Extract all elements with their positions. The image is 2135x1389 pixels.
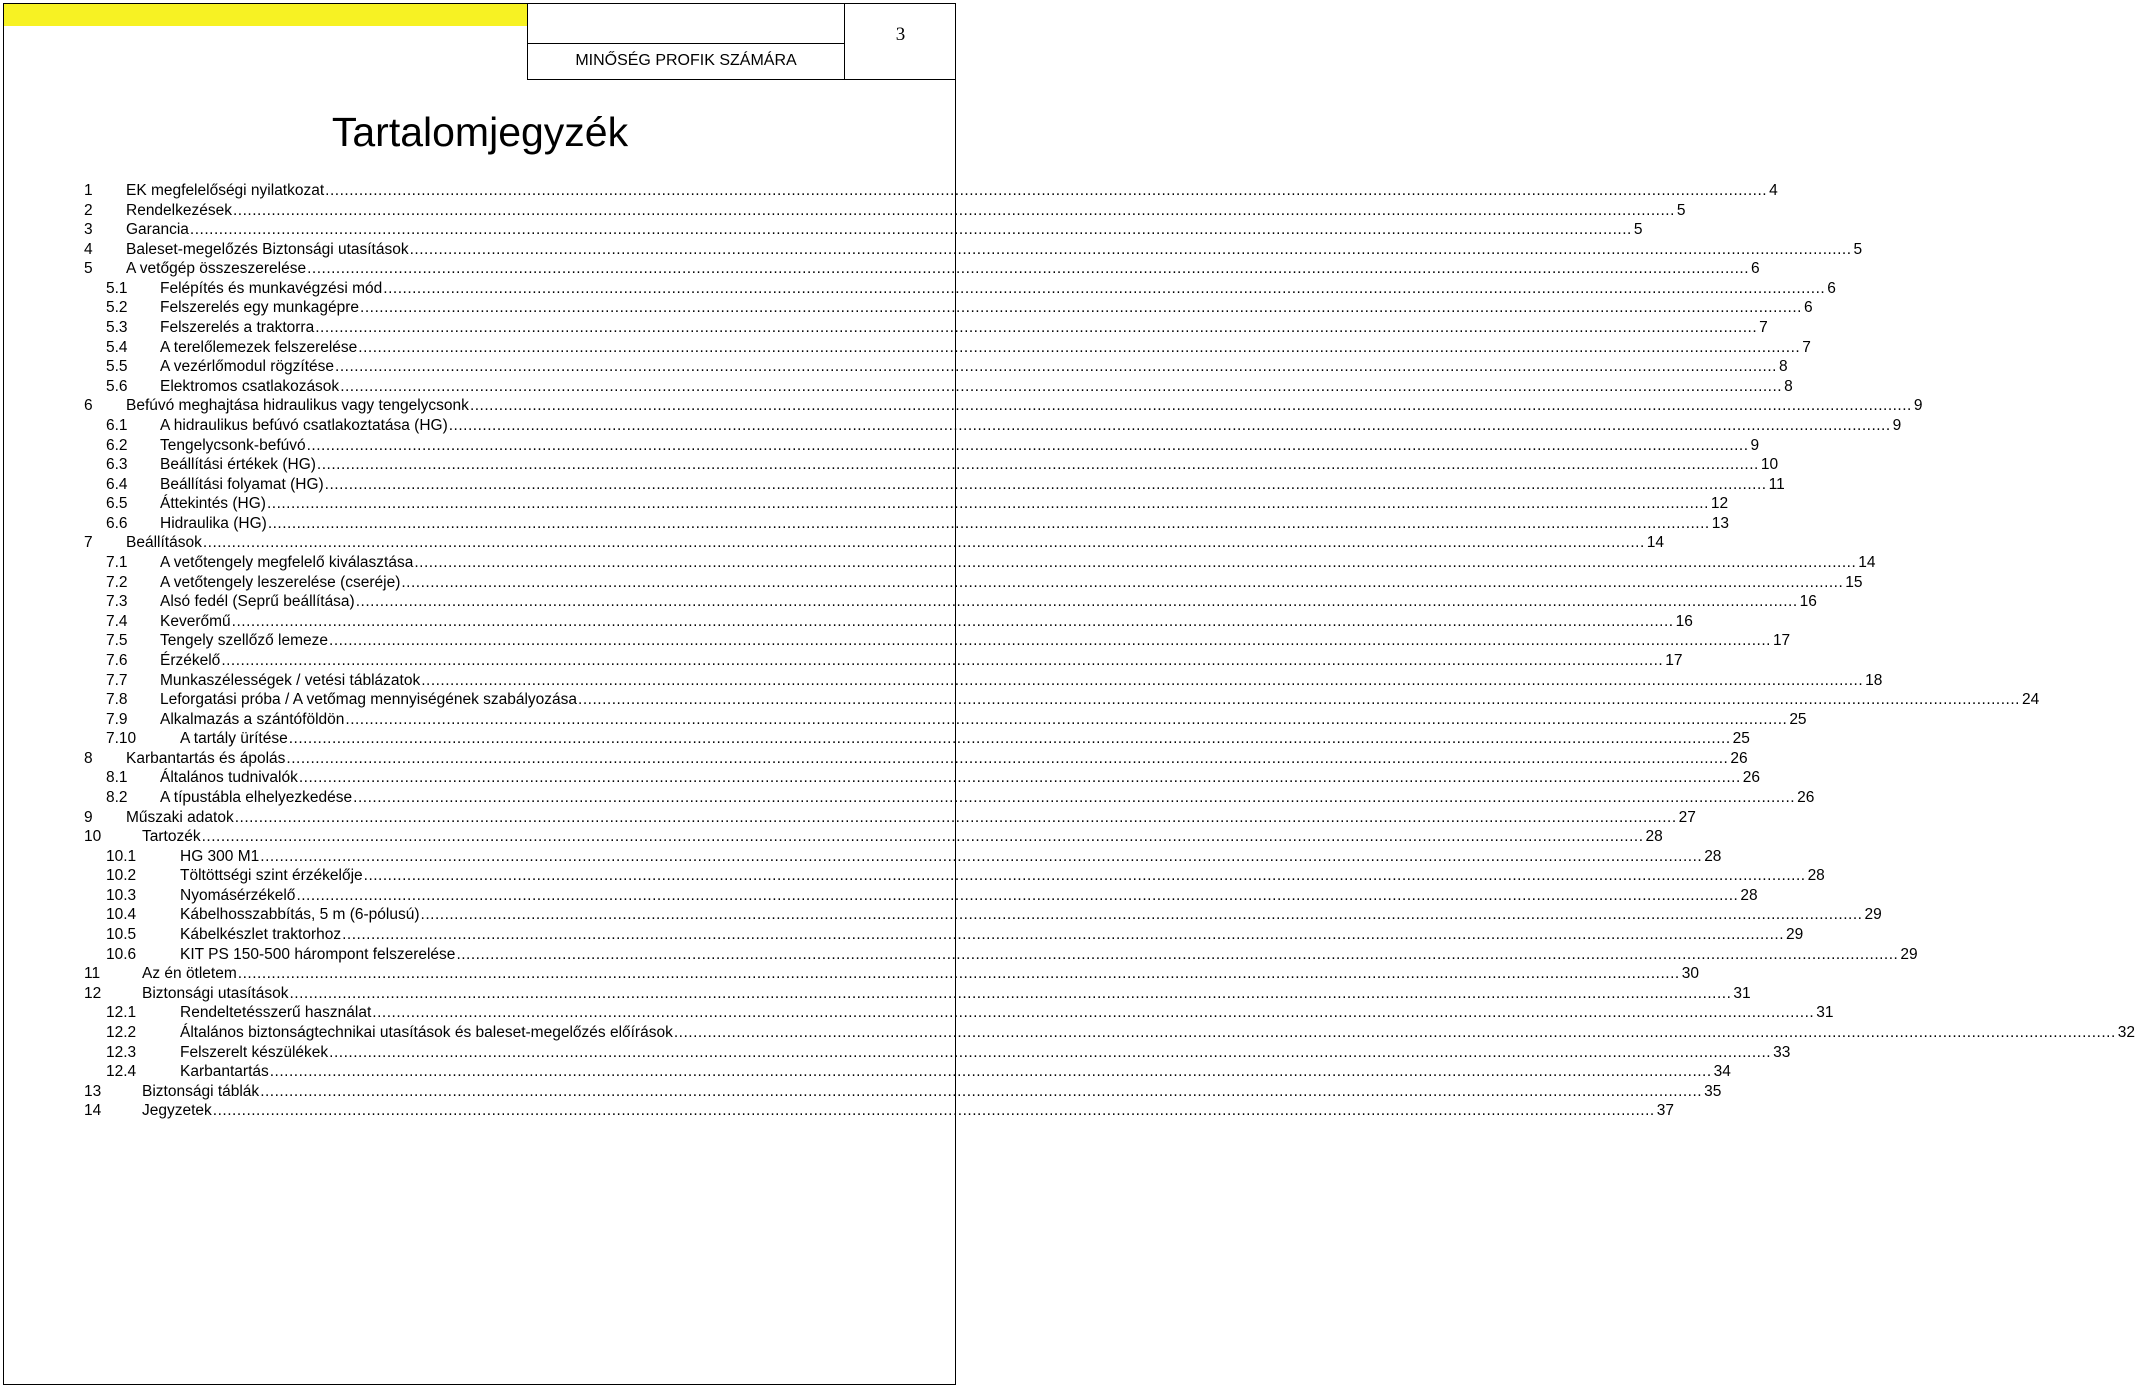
toc-entry[interactable] — [0, 749, 1748, 769]
toc-dot-leader: ............................................................................................................................................................................................................................................................................................................ — [315, 319, 1758, 337]
toc-entry-page: 25 — [1732, 730, 1750, 748]
toc-entry[interactable] — [0, 1101, 1674, 1121]
toc-entry-number: 7.3 — [106, 593, 128, 611]
toc-entry-page: 6 — [1751, 260, 1760, 278]
toc-entry[interactable] — [0, 886, 1758, 906]
toc-entry-number: 13 — [84, 1082, 102, 1100]
toc-entry[interactable] — [0, 240, 1863, 260]
toc-entry[interactable] — [0, 847, 1722, 867]
toc-entry-number: 10.2 — [106, 867, 137, 885]
toc-entry-number: 7.2 — [106, 573, 128, 591]
toc-entry[interactable] — [0, 1003, 1834, 1023]
toc-dot-leader: ............................................................................................................................................................................................................................................................................................................ — [232, 201, 1675, 219]
toc-entry[interactable] — [0, 357, 1788, 377]
toc-entry-number: 7.1 — [106, 554, 128, 572]
toc-dot-leader: ............................................................................................................................................................................................................................................................................................................ — [237, 965, 1680, 983]
toc-entry[interactable] — [0, 514, 1729, 534]
toc-entry[interactable] — [0, 964, 1699, 984]
toc-entry-title: A vezérlőmodul rögzítése — [160, 358, 335, 376]
toc-entry-number: 6.6 — [106, 514, 128, 532]
toc-dot-leader: ............................................................................................................................................................................................................................................................................................................ — [342, 926, 1785, 944]
toc-entry-number: 3 — [84, 221, 93, 239]
toc-entry-page: 35 — [1704, 1082, 1722, 1100]
toc-entry-number: 7.8 — [106, 691, 128, 709]
toc-entry-page: 28 — [1807, 867, 1825, 885]
toc-entry-number: 12.3 — [106, 1043, 137, 1061]
toc-dot-leader: ............................................................................................................................................................................................................................................................................................................ — [673, 1023, 2116, 1041]
toc-dot-leader: ............................................................................................................................................................................................................................................................................................................ — [306, 436, 1749, 454]
toc-entry-title: Felszerelt készülékek — [180, 1043, 329, 1061]
toc-dot-leader: ............................................................................................................................................................................................................................................................................................................ — [469, 397, 1912, 415]
toc-entry-page: 26 — [1797, 788, 1815, 806]
toc-dot-leader: ............................................................................................................................................................................................................................................................................................................ — [260, 1082, 1703, 1100]
toc-entry-title: Biztonsági táblák — [142, 1082, 260, 1100]
toc-dot-leader: ............................................................................................................................................................................................................................................................................................................ — [286, 749, 1729, 767]
toc-entry[interactable] — [0, 494, 1729, 514]
toc-dot-leader: ............................................................................................................................................................................................................................................................................................................ — [296, 886, 1739, 904]
toc-entry-title: Tengelycsonk-befúvó — [160, 436, 306, 454]
toc-entry-title: Beállítási folyamat (HG) — [160, 475, 324, 493]
toc-entry-page: 6 — [1827, 279, 1836, 297]
toc-entry-title: Keverőmű — [160, 612, 231, 630]
toc-entry[interactable] — [0, 1082, 1722, 1102]
toc-entry-page: 25 — [1789, 710, 1807, 728]
toc-entry-number: 6.3 — [106, 456, 128, 474]
toc-entry-page: 17 — [1772, 632, 1791, 650]
toc-dot-leader: ............................................................................................................................................................................................................................................................................................................ — [578, 691, 2020, 709]
toc-entry-title: Biztonsági utasítások — [142, 984, 289, 1002]
toc-entry-number: 10.1 — [106, 847, 137, 865]
toc-entry-title: Kábelhosszabbítás, 5 m (6-pólusú) — [180, 906, 420, 924]
toc-entry-number: 11 — [84, 965, 101, 983]
toc-entry[interactable] — [0, 651, 1683, 671]
toc-dot-leader: ............................................................................................................................................................................................................................................................................................................ — [221, 651, 1664, 669]
toc-entry-page: 7 — [1802, 338, 1811, 356]
toc-entry-number: 2 — [84, 201, 93, 219]
toc-entry[interactable] — [0, 436, 1760, 456]
toc-entry-title: Karbantartás — [180, 1063, 269, 1081]
toc-dot-leader: ............................................................................................................................................................................................................................................................................................................ — [340, 377, 1783, 395]
toc-entry-title: Érzékelő — [160, 651, 221, 669]
toc-entry[interactable] — [0, 338, 1811, 358]
toc-entry-page: 16 — [1799, 593, 1817, 611]
toc-entry-page: 9 — [1892, 416, 1902, 434]
toc-entry[interactable] — [0, 945, 1918, 965]
toc-dot-leader: ............................................................................................................................................................................................................................................................................................................ — [212, 1102, 1655, 1120]
toc-entry-title: Beállítások — [126, 534, 202, 552]
toc-entry-page: 31 — [1733, 984, 1751, 1002]
toc-dot-leader: ............................................................................................................................................................................................................................................................................................................ — [355, 593, 1798, 611]
toc-dot-leader: ............................................................................................................................................................................................................................................................................................................ — [201, 828, 1644, 846]
toc-entry-page: 28 — [1645, 828, 1663, 846]
toc-entry-title: Nyomásérzékelő — [180, 886, 296, 904]
toc-dot-leader: ............................................................................................................................................................................................................................................................................................................ — [409, 240, 1852, 258]
toc-entry[interactable] — [0, 573, 1863, 593]
toc-dot-leader: ............................................................................................................................................................................................................................................................................................................ — [307, 260, 1750, 278]
toc-entry-page: 18 — [1865, 671, 1883, 689]
toc-entry-number: 12.4 — [106, 1063, 137, 1081]
toc-entry[interactable] — [0, 279, 1836, 299]
toc-dot-leader: ............................................................................................................................................................................................................................................................................................................ — [420, 906, 1863, 924]
toc-entry-number: 10 — [84, 828, 102, 846]
toc-dot-leader: ............................................................................................................................................................................................................................................................................................................ — [345, 710, 1788, 728]
toc-dot-leader: ............................................................................................................................................................................................................................................................................................................ — [335, 358, 1777, 376]
toc-entry-title: A típustábla elhelyezkedése — [160, 788, 353, 806]
toc-entry[interactable] — [0, 866, 1825, 886]
toc-entry-title: A vetőtengely leszerelése (cseréje) — [160, 573, 401, 591]
toc-entry-title: Töltöttségi szint érzékelője — [180, 867, 363, 885]
toc-entry-number: 10.4 — [106, 906, 137, 924]
toc-entry-title: HG 300 M1 — [180, 847, 260, 865]
toc-dot-leader: ............................................................................................................................................................................................................................................................................................................ — [383, 279, 1826, 297]
toc-entry-title: Karbantartás és ápolás — [126, 749, 286, 767]
toc-entry-title: Alkalmazás a szántóföldön — [160, 710, 345, 728]
toc-entry-number: 8 — [84, 749, 93, 767]
toc-entry-page: 17 — [1665, 651, 1683, 669]
toc-entry-page: 11 — [1768, 475, 1785, 493]
toc-entry-number: 6.1 — [106, 416, 128, 434]
toc-entry[interactable] — [0, 710, 1807, 730]
toc-entry[interactable] — [0, 690, 2040, 710]
toc-entry[interactable] — [0, 1062, 1731, 1082]
toc-entry-number: 5.2 — [106, 299, 128, 317]
toc-entry-page: 29 — [1900, 945, 1918, 963]
toc-entry[interactable] — [0, 1043, 1791, 1063]
toc-entry[interactable] — [0, 377, 1793, 397]
toc-entry-page: 7 — [1759, 319, 1768, 337]
toc-entry-page: 24 — [2021, 691, 2040, 709]
toc-entry-title: Felépítés és munkavégzési mód — [160, 279, 383, 297]
toc-entry-page: 37 — [1656, 1102, 1674, 1120]
toc-entry-page: 13 — [1711, 514, 1729, 532]
toc-entry-title: Befúvó meghajtása hidraulikus vagy tengelycsonk — [126, 397, 469, 415]
toc-dot-leader: ............................................................................................................................................................................................................................................................................................................ — [298, 769, 1741, 787]
toc-entry-title: Tengely szellőző lemeze — [160, 632, 329, 650]
toc-entry-page: 29 — [1864, 906, 1882, 924]
toc-entry-title: Alsó fedél (Seprű beállítása) — [160, 593, 355, 611]
toc-entry-number: 12.1 — [106, 1004, 137, 1022]
toc-entry-page: 9 — [1750, 436, 1760, 454]
toc-entry-title: KIT PS 150-500 hárompont felszerelése — [180, 945, 456, 963]
toc-entry-title: A vetőgép összeszerelése — [126, 260, 307, 278]
toc-entry-number: 7.6 — [106, 651, 128, 669]
toc-entry[interactable] — [0, 318, 1768, 338]
toc-entry-title: Garancia — [126, 221, 189, 239]
toc-entry-page: 9 — [1913, 397, 1923, 415]
toc-entry-number: 6.5 — [106, 495, 128, 513]
toc-entry[interactable] — [0, 396, 1923, 416]
toc-entry-number: 6 — [84, 397, 93, 415]
toc-entry-number: 4 — [84, 240, 93, 258]
toc-entry-title: Kábelkészlet traktorhoz — [180, 926, 342, 944]
toc-entry-number: 7.7 — [106, 671, 128, 689]
toc-entry-page: 32 — [2117, 1023, 2135, 1041]
toc-entry-page: 29 — [1786, 926, 1804, 944]
toc-entry-title: Felszerelés a traktorra — [160, 319, 315, 337]
toc-dot-leader: ............................................................................................................................................................................................................................................................................................................ — [448, 416, 1891, 434]
toc-dot-leader: ............................................................................................................................................................................................................................................................................................................ — [329, 1043, 1772, 1061]
toc-dot-leader: ............................................................................................................................................................................................................................................................................................................ — [421, 671, 1864, 689]
toc-entry-number: 5.1 — [106, 279, 128, 297]
toc-entry-number: 9 — [84, 808, 93, 826]
toc-entry-page: 28 — [1740, 886, 1758, 904]
toc-entry-page: 30 — [1681, 965, 1699, 983]
toc-entry-page: 14 — [1858, 554, 1876, 572]
toc-dot-leader: ............................................................................................................................................................................................................................................................................................................ — [267, 514, 1710, 532]
toc-entry-number: 5.5 — [106, 358, 128, 376]
toc-entry[interactable] — [0, 220, 1643, 240]
toc-entry-page: 16 — [1675, 612, 1693, 630]
toc-entry-page: 10 — [1760, 456, 1779, 474]
running-title: MINŐSÉG PROFIK SZÁMÁRA — [575, 52, 797, 69]
toc-dot-leader: ............................................................................................................................................................................................................................................................................................................ — [324, 475, 1767, 493]
toc-entry-page: 27 — [1678, 808, 1696, 826]
toc-dot-leader: ............................................................................................................................................................................................................................................................................................................ — [372, 1004, 1815, 1022]
toc-entry-title: Műszaki adatok — [126, 808, 234, 826]
toc-entry[interactable] — [0, 768, 1761, 788]
toc-entry-page: 33 — [1773, 1043, 1791, 1061]
toc-entry-page: 5 — [1853, 240, 1863, 258]
toc-dot-leader: ............................................................................................................................................................................................................................................................................................................ — [358, 338, 1801, 356]
toc-dot-leader: ............................................................................................................................................................................................................................................................................................................ — [189, 221, 1632, 239]
toc-entry-page: 8 — [1778, 358, 1788, 376]
toc-entry-title: Baleset-megelőzés Biztonsági utasítások — [126, 240, 409, 258]
toc-entry-title: Elektromos csatlakozások — [160, 377, 340, 395]
toc-dot-leader: ............................................................................................................................................................................................................................................................................................................ — [266, 495, 1709, 513]
toc-dot-leader: ............................................................................................................................................................................................................................................................................................................ — [360, 299, 1802, 317]
toc-entry-title: Rendelkezések — [126, 201, 232, 219]
toc-entry[interactable] — [0, 553, 1876, 573]
toc-entry-page: 12 — [1710, 495, 1729, 513]
toc-dot-leader: ............................................................................................................................................................................................................................................................................................................ — [353, 788, 1796, 806]
toc-dot-leader: ............................................................................................................................................................................................................................................................................................................ — [414, 554, 1857, 572]
page-number: 3 — [895, 24, 906, 45]
toc-entry-title: Jegyzetek — [142, 1102, 212, 1120]
toc-entry-title: A hidraulikus befúvó csatlakoztatása (HG) — [160, 416, 448, 434]
toc-dot-leader: ............................................................................................................................................................................................................................................................................................................ — [329, 632, 1771, 650]
toc-entry-title: Tartozék — [142, 828, 201, 846]
toc-entry-title: Általános biztonságtechnikai utasítások és baleset-megelőzés előírások — [180, 1023, 673, 1041]
toc-entry-number: 6.4 — [106, 475, 128, 493]
toc-entry[interactable] — [0, 1023, 2135, 1043]
toc-entry-number: 5.6 — [106, 377, 128, 395]
toc-entry[interactable] — [0, 729, 1750, 749]
toc-entry-title: EK megfelelőségi nyilatkozat — [126, 182, 325, 199]
toc-entry-page: 6 — [1803, 299, 1813, 317]
toc-dot-leader: ............................................................................................................................................................................................................................................................................................................ — [289, 984, 1732, 1002]
toc-entry-page: 28 — [1704, 847, 1722, 865]
toc-entry-page: 8 — [1784, 377, 1793, 395]
toc-entry-title: Rendeltetésszerű használat — [180, 1004, 372, 1022]
toc-entry[interactable] — [0, 827, 1663, 847]
toc-entry-title: Munkaszélességek / vetési táblázatok — [160, 671, 421, 689]
toc-entry-number: 10.6 — [106, 945, 137, 963]
toc-entry[interactable] — [0, 201, 1686, 221]
toc-entry-number: 7.10 — [106, 730, 137, 748]
toc-entry-number: 5 — [84, 260, 93, 278]
toc-entry-page: 31 — [1816, 1004, 1834, 1022]
toc-dot-leader: ............................................................................................................................................................................................................................................................................................................ — [456, 945, 1899, 963]
toc-entry-page: 34 — [1713, 1063, 1731, 1081]
document-title: Tartalomjegyzék — [331, 109, 629, 155]
toc-entry-number: 7.4 — [106, 612, 128, 630]
toc-entry[interactable] — [0, 631, 1791, 651]
toc-entry-number: 8.1 — [106, 769, 128, 787]
toc-entry-title: Leforgatási próba / A vetőmag mennyiségének szabályozása — [160, 691, 578, 709]
toc-dot-leader: ............................................................................................................................................................................................................................................................................................................ — [288, 730, 1731, 748]
toc-dot-leader: ............................................................................................................................................................................................................................................................................................................ — [363, 867, 1806, 885]
toc-entry-number: 7.9 — [106, 710, 128, 728]
toc-entry[interactable] — [0, 592, 1817, 612]
toc-entry[interactable] — [0, 925, 1804, 945]
toc-entry[interactable] — [0, 181, 1778, 201]
toc-dot-leader: ............................................................................................................................................................................................................................................................................................................ — [269, 1063, 1712, 1081]
toc-entry[interactable] — [0, 671, 1883, 691]
toc-entry-title: Általános tudnivalók — [160, 769, 298, 787]
toc-dot-leader: ............................................................................................................................................................................................................................................................................................................ — [234, 808, 1677, 826]
toc-entry[interactable] — [0, 259, 1760, 279]
toc-entry-page: 26 — [1742, 769, 1761, 787]
toc-entry-number: 7 — [84, 534, 93, 552]
toc-entry-number: 6.2 — [106, 436, 128, 454]
toc-entry-page: 15 — [1845, 573, 1863, 591]
toc-dot-leader: ............................................................................................................................................................................................................................................................................................................ — [231, 612, 1674, 630]
toc-entry[interactable] — [0, 298, 1813, 318]
toc-entry-title: Felszerelés egy munkagépre — [160, 299, 360, 317]
toc-entry-title: Az én ötletem — [142, 965, 237, 983]
toc-entry-number: 8.2 — [106, 788, 128, 806]
toc-entry[interactable] — [0, 533, 1664, 553]
toc-entry-number: 7.5 — [106, 632, 128, 650]
toc-entry[interactable] — [0, 788, 1815, 808]
toc-entry-title: Áttekintés (HG) — [160, 495, 266, 513]
toc-entry-number: 10.5 — [106, 926, 137, 944]
toc-entry-page: 4 — [1769, 182, 1778, 199]
toc-entry-title: A vetőtengely megfelelő kiválasztása — [160, 554, 414, 572]
toc-entry-number: 10.3 — [106, 886, 137, 904]
toc-entry[interactable] — [0, 808, 1696, 828]
toc-entry-title: Beállítási értékek (HG) — [160, 456, 316, 474]
toc-entry-number: 12 — [84, 984, 102, 1002]
toc-entry-title: A terelőlemezek felszerelése — [160, 338, 358, 356]
toc-dot-leader: ............................................................................................................................................................................................................................................................................................................ — [316, 456, 1759, 474]
toc-entry-number: 12.2 — [106, 1023, 137, 1041]
toc-entry-number: 5.4 — [106, 338, 128, 356]
toc-entry-title: A tartály ürítése — [180, 730, 288, 748]
toc-entry[interactable] — [0, 475, 1785, 495]
toc-entry-page: 26 — [1730, 749, 1748, 767]
toc-entry-page: 5 — [1633, 221, 1643, 239]
toc-entry-number: 1 — [84, 182, 93, 199]
toc-entry-number: 14 — [84, 1102, 102, 1120]
toc-dot-leader: ............................................................................................................................................................................................................................................................................................................ — [202, 534, 1645, 552]
toc-dot-leader: ............................................................................................................................................................................................................................................................................................................ — [401, 573, 1844, 591]
toc-entry-page: 5 — [1676, 201, 1686, 219]
toc-entry-number: 5.3 — [106, 319, 128, 337]
toc-dot-leader: ............................................................................................................................................................................................................................................................................................................ — [325, 182, 1768, 199]
toc-entry[interactable] — [0, 905, 1882, 925]
toc-entry[interactable] — [0, 455, 1779, 475]
toc-entry[interactable] — [0, 984, 1751, 1004]
toc-entry-title: Hidraulika (HG) — [160, 514, 267, 532]
toc-entry[interactable] — [0, 416, 1902, 436]
toc-dot-leader: ............................................................................................................................................................................................................................................................................................................ — [260, 847, 1703, 865]
toc-entry[interactable] — [0, 612, 1693, 632]
toc-entry-page: 14 — [1646, 534, 1664, 552]
